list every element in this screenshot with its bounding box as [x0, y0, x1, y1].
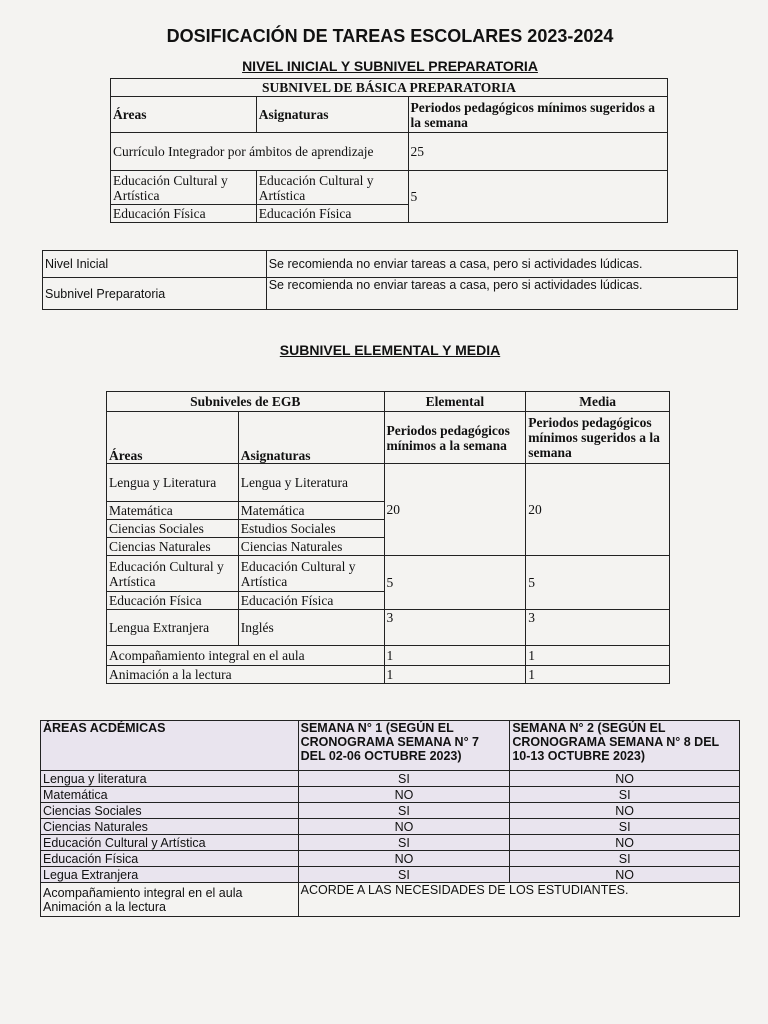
subject-cell: Educación Cultural y Artística [256, 171, 408, 205]
table-row [41, 851, 740, 867]
table-row [41, 819, 740, 835]
area-line: Animación a la lectura [43, 899, 166, 914]
week1-cell: NO [298, 819, 510, 835]
week2-cell: SI [510, 787, 740, 803]
table-row [107, 610, 670, 646]
week1-cell: SI [298, 771, 510, 787]
section1-heading: NIVEL INICIAL Y SUBNIVEL PREPARATORIA [242, 58, 538, 74]
week2-cell: SI [510, 851, 740, 867]
subject-cell: Ciencias Naturales [238, 538, 384, 556]
header-periods: Periodos pedagógicos mínimos sugeridos a la semana [408, 97, 667, 133]
shared-periods-value: 5 [408, 171, 667, 223]
area-cell [41, 883, 299, 917]
table-row [41, 803, 740, 819]
subject-cell: Matemática [238, 502, 384, 520]
table-row [43, 278, 738, 310]
subject-cell: Educación Cultural y Artística [238, 556, 384, 592]
area-cell: Educación Cultural y Artística [107, 556, 239, 592]
extra-label: Animación a la lectura [107, 666, 385, 684]
week1-cell: SI [298, 835, 510, 851]
extra-media: 1 [526, 646, 670, 666]
week1-cell: SI [298, 803, 510, 819]
subject-cell: Educación Física [256, 205, 408, 223]
area-cell: Ciencias Sociales [107, 520, 239, 538]
week1-cell: SI [298, 867, 510, 883]
week1-cell: NO [298, 787, 510, 803]
extra-elemental: 1 [384, 666, 526, 684]
table-row [111, 171, 668, 205]
extra-label: Acompañamiento integral en el aula [107, 646, 385, 666]
core-periods-media: 20 [526, 464, 670, 556]
extra-media: 1 [526, 666, 670, 684]
egb-group-header: Subniveles de EGB [107, 392, 385, 412]
table-row [107, 464, 670, 502]
header-areas: Áreas [111, 97, 257, 133]
table-row [41, 835, 740, 851]
subject-cell: Lengua y Literatura [238, 464, 384, 502]
needs-note: ACORDE A LAS NECESIDADES DE LOS ESTUDIANTES. [298, 883, 739, 917]
media-header: Media [526, 392, 670, 412]
table-row [107, 556, 670, 592]
week2-cell: NO [510, 803, 740, 819]
area-cell: Educación Física [111, 205, 257, 223]
header-periods-elemental: Periodos pedagógicos mínimos a la semana [384, 412, 526, 464]
area-cell: Legua Extranjera [41, 867, 299, 883]
area-line: Acompañamiento integral en el aula [43, 885, 243, 900]
area-cell: Matemática [107, 502, 239, 520]
table-row [43, 251, 738, 278]
area-cell: Educación Física [107, 592, 239, 610]
core-periods-elemental: 20 [384, 464, 526, 556]
subject-cell: Inglés [238, 610, 384, 646]
level-name: Subnivel Preparatoria [43, 278, 267, 310]
page-title: DOSIFICACIÓN DE TAREAS ESCOLARES 2023-2024 [166, 26, 614, 46]
integrated-curriculum-value: 25 [408, 133, 667, 171]
level-note: Se recomienda no enviar tareas a casa, pero si actividades lúdicas. [266, 278, 737, 310]
area-cell: Educación Física [41, 851, 299, 867]
table-row [41, 883, 740, 917]
subject-cell: Educación Física [238, 592, 384, 610]
table-row [107, 666, 670, 684]
area-cell: Matemática [41, 787, 299, 803]
week2-cell: SI [510, 819, 740, 835]
header-subjects: Asignaturas [256, 97, 408, 133]
preparatoria-table [110, 78, 668, 223]
english-periods-media: 3 [526, 610, 670, 646]
area-cell: Educación Cultural y Artística [41, 835, 299, 851]
english-periods-elemental: 3 [384, 610, 526, 646]
week2-cell: NO [510, 835, 740, 851]
elemental-header: Elemental [384, 392, 526, 412]
level-note: Se recomienda no enviar tareas a casa, pero si actividades lúdicas. [266, 251, 737, 278]
table-row [41, 771, 740, 787]
header-areas: Áreas [107, 412, 239, 464]
header-subjects: Asignaturas [238, 412, 384, 464]
week2-cell: NO [510, 771, 740, 787]
table-row [41, 787, 740, 803]
header-areas: ÁREAS ACDÉMICAS [41, 721, 299, 771]
week2-cell: NO [510, 867, 740, 883]
egb-table [106, 391, 670, 684]
arts-pe-periods-media: 5 [526, 556, 670, 610]
integrated-curriculum-label: Currículo Integrador por ámbitos de aprendizaje [111, 133, 409, 171]
table-row [107, 646, 670, 666]
level-name: Nivel Inicial [43, 251, 267, 278]
area-cell: Lengua y Literatura [107, 464, 239, 502]
header-periods-media: Periodos pedagógicos mínimos sugeridos a la semana [526, 412, 670, 464]
table-row [41, 867, 740, 883]
area-cell: Ciencias Naturales [107, 538, 239, 556]
week1-cell: NO [298, 851, 510, 867]
arts-pe-periods-elemental: 5 [384, 556, 526, 610]
table-caption: SUBNIVEL DE BÁSICA PREPARATORIA [111, 79, 668, 97]
area-cell: Educación Cultural y Artística [111, 171, 257, 205]
area-cell: Ciencias Naturales [41, 819, 299, 835]
subject-cell: Estudios Sociales [238, 520, 384, 538]
section2-heading: SUBNIVEL ELEMENTAL Y MEDIA [279, 342, 501, 358]
weekly-schedule-table [40, 720, 740, 917]
extra-elemental: 1 [384, 646, 526, 666]
levels-table [42, 250, 738, 310]
header-week2: SEMANA N° 2 (SEGÚN EL CRONOGRAMA SEMANA N° 8 DEL 10-13 OCTUBRE 2023) [510, 721, 740, 771]
area-cell: Ciencias Sociales [41, 803, 299, 819]
area-cell: Lengua y literatura [41, 771, 299, 787]
area-cell: Lengua Extranjera [107, 610, 239, 646]
header-week1: SEMANA N° 1 (SEGÚN EL CRONOGRAMA SEMANA N° 7 DEL 02-06 OCTUBRE 2023) [298, 721, 510, 771]
